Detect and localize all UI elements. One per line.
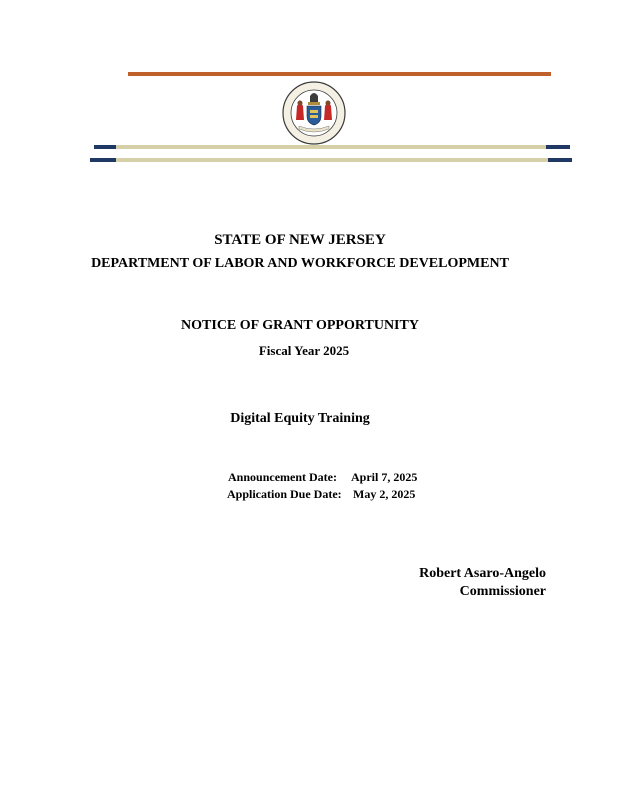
department-heading: DEPARTMENT OF LABOR AND WORKFORCE DEVELOPMENT [91, 256, 509, 271]
state-heading: STATE OF NEW JERSEY [214, 232, 386, 248]
nj-state-seal [281, 80, 347, 146]
notice-title: NOTICE OF GRANT OPPORTUNITY [181, 318, 419, 333]
top-rule [128, 72, 551, 76]
header-band-left-blue-bottom [90, 158, 116, 162]
application-due-date-label: Application Due Date: [227, 487, 342, 501]
fiscal-year: Fiscal Year 2025 [258, 343, 350, 358]
application-due-date-value: May 2, 2025 [353, 487, 416, 501]
announcement-date-value: April 7, 2025 [351, 470, 418, 484]
signatory-name: Robert Asaro-Angelo [419, 566, 546, 581]
header-band-tan-bottom [116, 158, 548, 162]
program-name: Digital Equity Training [230, 411, 370, 426]
header-band-right-blue-bottom [548, 158, 572, 162]
header-band-left-blue-top [94, 145, 116, 149]
signatory-title: Commissioner [459, 584, 546, 599]
header-band-tan-top [116, 145, 546, 149]
nj-state-seal-icon [281, 80, 347, 146]
header-band-right-blue-top [546, 145, 570, 149]
announcement-date-label: Announcement Date: [228, 470, 337, 484]
